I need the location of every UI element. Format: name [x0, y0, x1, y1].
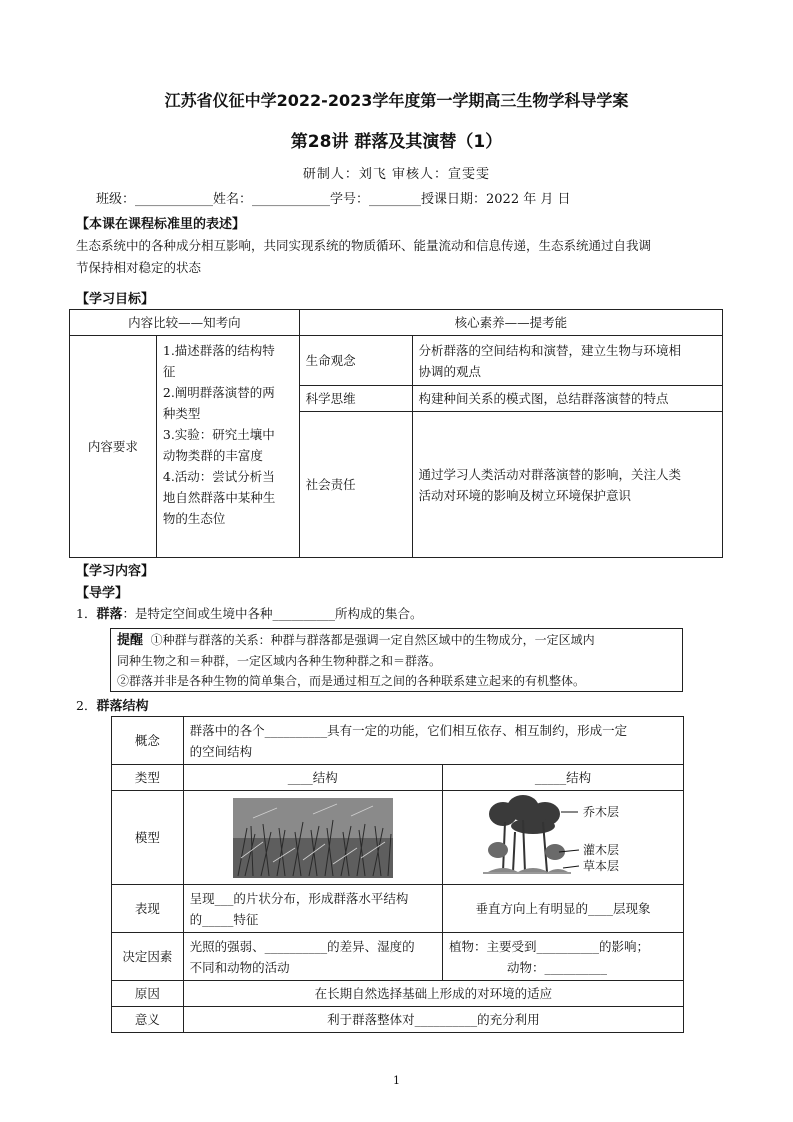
- concept-label: 概念: [112, 717, 184, 765]
- layer-label-shrub: 灌木层: [582, 843, 619, 857]
- goals-col2-header: 核心素养——提考能: [299, 310, 722, 336]
- meaning-text: 利于群落整体对__________的充分利用: [183, 1007, 683, 1033]
- standard-text: [76, 235, 726, 279]
- item2-number: 2．: [76, 698, 97, 713]
- vertical-model-cell: [442, 791, 683, 885]
- goals-row-label: 内容要求: [70, 336, 157, 558]
- goals-requirements: [156, 336, 299, 558]
- item1-definition: ：是特定空间或生境中各种__________所构成的集合。: [122, 606, 423, 621]
- tip-line: ①种群与群落的关系：种群与群落都是强调一定自然区域中的生物成分，一定区域内: [150, 633, 595, 647]
- standard-text-line: 生态系统中的各种成分相互影响，共同实现系统的物质循环、能量流动和信息传递，生态系统通过自我调: [76, 238, 652, 253]
- lecture-title: 第28讲 群落及其演替（1）: [290, 132, 503, 152]
- goals-heading: 【学习目标】: [76, 292, 155, 307]
- requirement-line: 地自然群落中某种生: [162, 490, 276, 505]
- requirement-line: 3.实验：研究土壤中: [162, 427, 275, 442]
- concept-line: 群落中的各个__________具有一定的功能，它们相互依存、相互制约，形成一定: [189, 722, 628, 738]
- guide-heading: 【导学】: [76, 586, 129, 601]
- concept-line: 的空间结构: [189, 743, 253, 759]
- item1-term: 群落: [96, 607, 123, 622]
- factor-line: 植物：主要受到__________的影响；: [448, 938, 649, 954]
- literacy-desc: [412, 412, 723, 558]
- requirement-line: 种类型: [162, 406, 201, 421]
- grassland-photo: [233, 798, 393, 878]
- requirement-line: 1.描述群落的结构特: [162, 343, 275, 358]
- requirement-line: 4.活动：尝试分析当: [162, 469, 275, 484]
- tip-label: 提醒: [117, 633, 144, 648]
- expression-horizontal: [183, 885, 442, 933]
- literacy-desc-line: 通过学习人类活动对群落演替的影响，关注人类: [418, 466, 682, 482]
- type-horizontal: ____结构: [183, 765, 442, 791]
- horizontal-model-cell: [183, 791, 442, 885]
- type-label: 类型: [112, 765, 184, 791]
- factor-line: 光照的强弱、__________的差异、湿度的: [189, 938, 415, 954]
- requirement-line: 动物类群的丰富度: [162, 448, 263, 463]
- item2: [76, 695, 148, 718]
- requirement-line: 2.阐明群落演替的两: [162, 385, 275, 400]
- literacy-desc: [412, 336, 723, 386]
- goals-col1-header: 内容比较——知考向: [70, 310, 300, 336]
- page-number: 1: [393, 1074, 400, 1087]
- literacy-name: 生命观念: [299, 336, 412, 386]
- literacy-desc-line: 协调的观点: [418, 363, 482, 379]
- type-vertical: _____结构: [442, 765, 683, 791]
- goals-table: [69, 309, 723, 558]
- concept-text: [183, 717, 683, 765]
- factor-vertical: [442, 933, 683, 981]
- item1: [76, 603, 422, 626]
- expression-line: 的_____特征: [189, 911, 259, 927]
- tip-line: 同种生物之和＝种群，一定区域内各种生物种群之和＝群落。: [117, 654, 442, 668]
- reason-text: 在长期自然选择基础上形成的对环境的适应: [183, 981, 683, 1007]
- standard-heading: 【本课在课程标准里的表述】: [76, 217, 246, 232]
- model-label: 模型: [112, 791, 184, 885]
- content-heading: 【学习内容】: [76, 564, 155, 579]
- authors-line: 研制人：刘飞 审核人：宣雯雯: [302, 167, 491, 182]
- factor-line: 不同和动物的活动: [189, 959, 290, 975]
- literacy-desc-line: 活动对环境的影响及树立环境保护意识: [418, 487, 632, 503]
- literacy-name: 科学思维: [299, 386, 412, 412]
- meaning-label: 意义: [112, 1007, 184, 1033]
- requirement-line: 征: [162, 364, 176, 379]
- requirement-line: 物的生态位: [162, 511, 226, 526]
- reason-label: 原因: [112, 981, 184, 1007]
- document-title: 江苏省仪征中学2022-2023学年度第一学期高三生物学科导学案: [164, 91, 629, 110]
- factor-label: 决定因素: [112, 933, 184, 981]
- tip-line: ②群落并非是各种生物的简单集合，而是通过相互之间的各种联系建立起来的有机整体。: [117, 674, 586, 688]
- factor-horizontal: [183, 933, 442, 981]
- community-structure-table: [111, 716, 684, 1033]
- expression-line: 呈现___的片状分布，形成群落水平结构: [189, 890, 409, 906]
- tip-box: [110, 628, 683, 692]
- literacy-desc-line: 分析群落的空间结构和演替，建立生物与环境相: [418, 342, 682, 358]
- factor-line: 动物：__________: [506, 959, 607, 975]
- forest-layers-diagram: [443, 792, 683, 884]
- item1-number: 1．: [76, 606, 97, 621]
- literacy-name: 社会责任: [299, 412, 412, 558]
- expression-label: 表现: [112, 885, 184, 933]
- standard-text-line: 节保持相对稳定的状态: [76, 260, 202, 275]
- literacy-desc: 构建种间关系的模式图，总结群落演替的特点: [412, 386, 723, 412]
- expression-vertical: 垂直方向上有明显的____层现象: [442, 885, 683, 933]
- layer-label-herb: 草本层: [582, 859, 619, 873]
- student-info-line: 班级：____________姓名：____________学号：________授课日期：2022 年 月 日: [96, 192, 571, 207]
- layer-label-tree: 乔木层: [582, 805, 619, 819]
- item2-title: 群落结构: [96, 699, 149, 714]
